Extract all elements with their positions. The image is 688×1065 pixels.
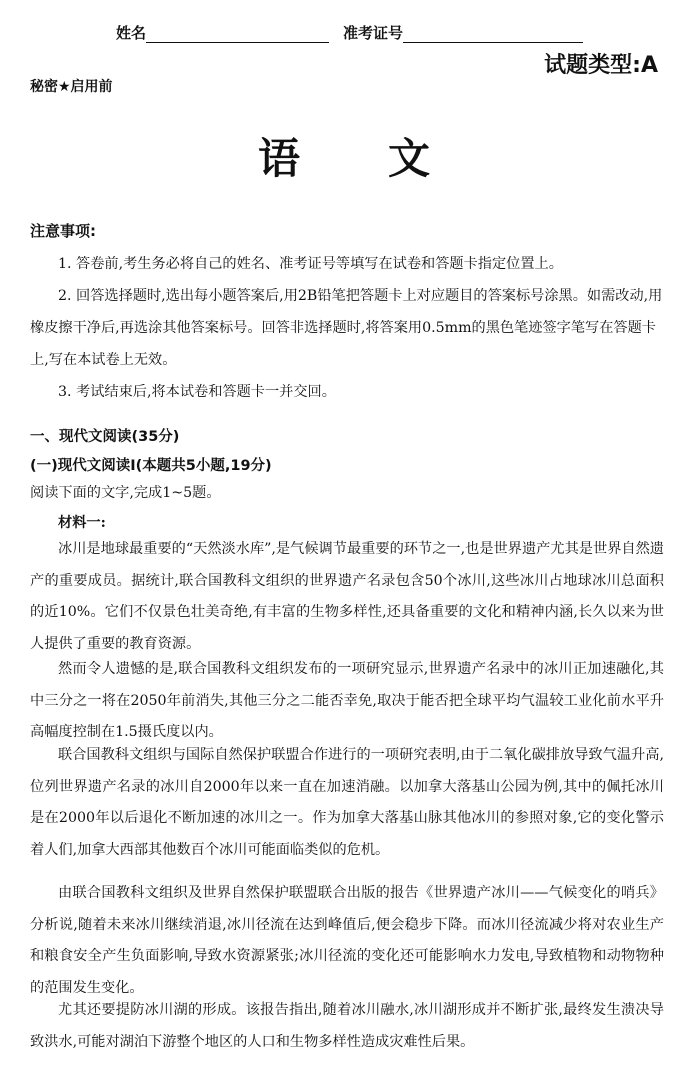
notes-heading: 注意事项: xyxy=(30,222,96,240)
paragraph: 冰川是地球最重要的“天然淡水库”,是气候调节最重要的环节之一,也是世界遗产尤其是世界自然遗产的重要成员。据统计,联合国教科文组织的世界遗产名录包含50个冰川,这些冰川占地球冰川总面积的近10%。它们不仅景色壮美奇绝,有丰富的生物多样性,还具备重要的文化和精神内涵,长久以来为世人提供了重要的教育资源。 xyxy=(30,541,664,652)
secret-label: 秘密★启用前 xyxy=(30,79,113,95)
material-label: 材料一: xyxy=(58,515,106,531)
note-item: 3. 考试结束后,将本试卷和答题卡一并交回。 xyxy=(58,384,336,400)
name-label: 姓名 xyxy=(116,24,147,42)
paragraph: 尤其还要提防冰川湖的形成。该报告指出,随着冰川融水,冰川湖形成并不断扩张,最终发生溃决导致洪水,可能对湖泊下游整个地区的人口和生物多样性造成灾难性后果。 xyxy=(30,1002,664,1050)
section-heading: 一、现代文阅读(35分) xyxy=(30,429,180,445)
note-item: 1. 答卷前,考生务必将自己的姓名、准考证号等填写在试卷和答题卡指定位置上。 xyxy=(58,256,563,272)
paper-type: 试题类型:A xyxy=(544,53,658,78)
paragraph: 由联合国教科文组织及世界自然保护联盟联合出版的报告《世界遗产冰川——气候变化的哨兵》分析说,随着未来冰川继续消退,冰川径流在达到峰值后,便会稳步下降。而冰川径流减少将对农业生产和粮食安全产生负面影响,导致水资源紧张;冰川径流的变化还可能影响水力发电,导致植物和动物物种的范围发生变化。 xyxy=(30,885,664,996)
exam-id-label: 准考证号 xyxy=(343,24,404,42)
exam-id-blank xyxy=(403,28,583,43)
exam-header xyxy=(116,22,583,43)
name-blank xyxy=(146,28,329,43)
note-item: 2. 回答选择题时,选出每小题答案后,用2B铅笔把答题卡上对应题目的答案标号涂黑。如需改动,用橡皮擦干净后,再选涂其他答案标号。回答非选择题时,将答案用0.5mm的黑色笔迹签字笔写在答题卡上,写在本试卷上无效。 xyxy=(30,288,663,368)
page-title: 语文 xyxy=(257,134,518,183)
subsection-heading: (一)现代文阅读Ⅰ(本题共5小题,19分) xyxy=(30,458,272,474)
instruction: 阅读下面的文字,完成1~5题。 xyxy=(30,485,221,501)
paragraph: 联合国教科文组织与国际自然保护联盟合作进行的一项研究表明,由于二氧化碳排放导致气温升高,位列世界遗产名录的冰川自2000年以来一直在加速消融。以加拿大落基山公园为例,其中的佩托冰川是在2000年以后退化不断加速的冰川之一。作为加拿大落基山脉其他冰川的参照对象,它的变化警示着人们,加拿大西部其他数百个冰川可能面临类似的危机。 xyxy=(30,747,664,858)
paragraph: 然而令人遗憾的是,联合国教科文组织发布的一项研究显示,世界遗产名录中的冰川正加速融化,其中三分之一将在2050年前消失,其他三分之二能否幸免,取决于能否把全球平均气温较工业化前水平升高幅度控制在1.5摄氏度以内。 xyxy=(30,661,664,740)
